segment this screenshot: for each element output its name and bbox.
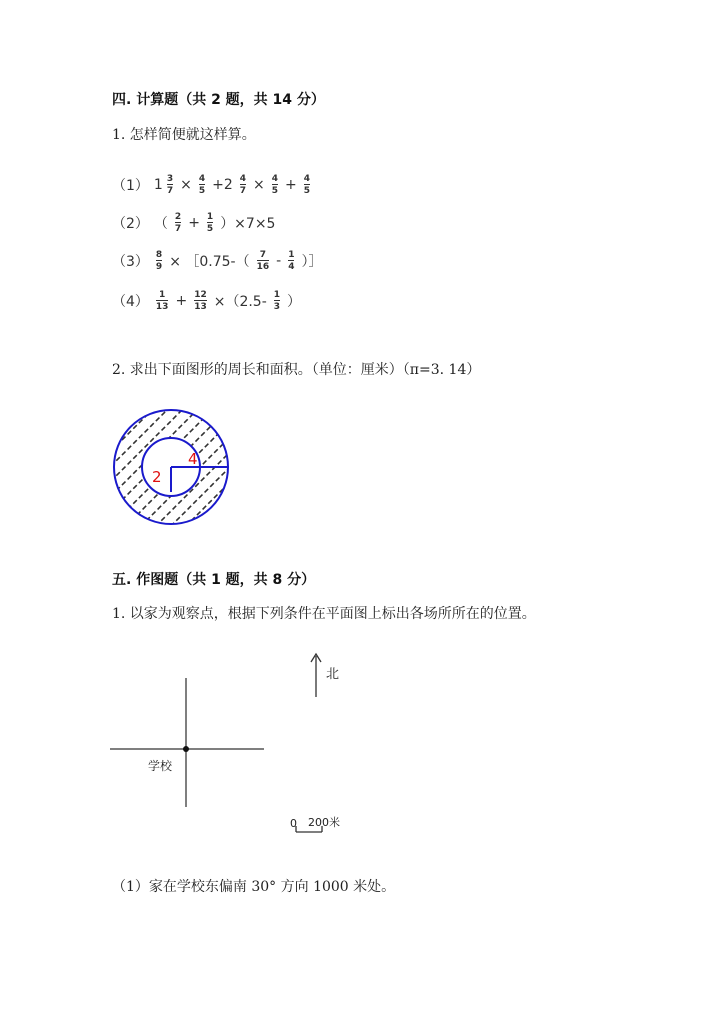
operator: +	[285, 177, 297, 193]
numerator: 4	[303, 174, 311, 184]
numerator: 1	[206, 212, 214, 222]
numerator: 4	[271, 174, 279, 184]
drawing-question-prompt: 1. 以家为观察点，根据下列条件在平面图上标出各场所所在的位置。	[112, 606, 536, 622]
expression-2	[112, 212, 275, 234]
map-figure	[100, 640, 360, 840]
denominator: 4	[288, 262, 295, 272]
fraction	[238, 174, 248, 196]
fraction	[192, 290, 209, 312]
school-label: 学校	[148, 759, 173, 773]
denominator: 3	[273, 302, 281, 312]
numerator: 4	[239, 174, 247, 184]
fraction	[197, 174, 207, 196]
denominator: 7	[239, 186, 247, 196]
fraction	[302, 174, 312, 196]
expression-1	[112, 174, 312, 196]
denominator: 5	[206, 224, 214, 234]
expression-label: （3）	[112, 254, 149, 270]
operator: +2	[212, 177, 233, 193]
operator: × ［0.75-（	[169, 254, 250, 270]
operator: +	[175, 293, 188, 309]
annulus-figure	[108, 404, 234, 530]
numerator: 1	[288, 250, 295, 260]
section-5-title: 五. 作图题（共 1 题，共 8 分）	[112, 572, 316, 588]
fraction	[270, 174, 280, 196]
question-2-prompt: 2. 求出下面图形的周长和面积。（单位：厘米）（π=3. 14）	[112, 362, 481, 378]
denominator: 16	[256, 262, 270, 272]
operator: -	[276, 253, 282, 269]
fraction	[154, 290, 171, 312]
north-label: 北	[326, 667, 340, 682]
fraction	[173, 212, 183, 234]
expression-tail: ）×7×5	[220, 216, 276, 232]
inner-radius-label: 2	[152, 468, 162, 486]
numerator: 1	[273, 290, 281, 300]
operator: ×	[180, 177, 192, 193]
operator: +	[188, 215, 200, 231]
expression-4	[112, 290, 301, 312]
numerator: 12	[194, 290, 207, 300]
fraction	[154, 250, 164, 272]
denominator: 7	[166, 186, 174, 196]
denominator: 7	[174, 224, 182, 234]
outer-radius-label: 4	[188, 450, 198, 468]
expression-tail: ）	[287, 294, 302, 310]
school-point	[183, 746, 189, 752]
expression-label: （4）	[112, 294, 149, 310]
denominator: 5	[198, 186, 206, 196]
operator: ×	[253, 177, 265, 193]
denominator: 13	[155, 302, 169, 312]
scale-unit-label: 200米	[308, 816, 340, 829]
operator: ×（2.5-	[213, 294, 267, 310]
fraction	[286, 250, 296, 272]
numerator: 3	[166, 174, 174, 184]
expression-label: （1）	[112, 178, 149, 194]
fraction	[272, 290, 282, 312]
denominator: 5	[303, 186, 311, 196]
north-arrow-icon	[311, 654, 321, 697]
expression-3	[112, 250, 322, 272]
expression-label: （2）	[112, 216, 149, 232]
numerator: 4	[198, 174, 206, 184]
section-4-title: 四. 计算题（共 2 题，共 14 分）	[112, 92, 325, 108]
numerator: 8	[155, 250, 163, 260]
scale-zero-label: 0	[290, 817, 297, 830]
expression-tail: ）］	[301, 254, 323, 270]
numerator: 1	[159, 290, 166, 300]
denominator: 9	[155, 262, 163, 272]
fraction	[205, 212, 215, 234]
denominator: 13	[194, 302, 207, 312]
numerator: 2	[174, 212, 182, 222]
fraction	[255, 250, 272, 272]
question-1-prompt: 1. 怎样简便就这样算。	[112, 127, 256, 143]
mixed-number	[154, 174, 175, 196]
denominator: 5	[271, 186, 279, 196]
drawing-subquestion-1: （1）家在学校东偏南 30° 方向 1000 米处。	[112, 879, 396, 895]
paren-open: （	[153, 216, 168, 232]
numerator: 7	[259, 250, 266, 260]
whole-part: 1	[153, 177, 163, 193]
fraction	[165, 174, 175, 196]
